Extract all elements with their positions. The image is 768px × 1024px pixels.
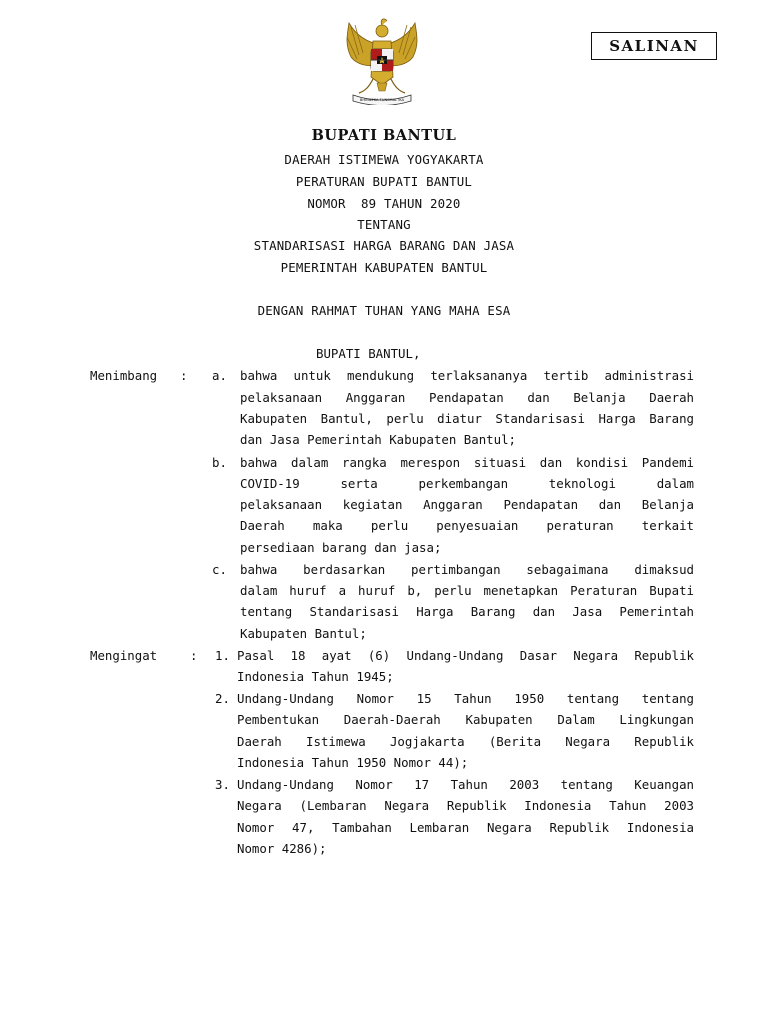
mengingat-label: Mengingat (90, 648, 158, 663)
mengingat-2-line: Daerah Istimewa Jogjakarta (Berita Negara Republik (237, 734, 694, 749)
mengingat-3-line: Nomor 47, Tambahan Lembaran Negara Republik Indonesia (237, 820, 694, 835)
menimbang-b-line: Daerah maka perlu penyesuaian peraturan terkait (240, 518, 694, 533)
authority-line: BUPATI BANTUL, (316, 346, 421, 361)
menimbang-b-line: bahwa dalam rangka merespon situasi dan kondisi Pandemi (240, 455, 694, 470)
mengingat-2-line: Pembentukan Daerah-Daerah Kabupaten Dalam Lingkungan (237, 712, 694, 727)
header-subject-line-2: PEMERINTAH KABUPATEN BANTUL (280, 260, 488, 275)
mengingat-colon: : (190, 648, 198, 663)
menimbang-a-line: Kabupaten Bantul, perlu diatur Standarisasi Harga Barang (240, 411, 694, 426)
document-title: BUPATI BANTUL (311, 127, 457, 144)
mengingat-2-line: Indonesia Tahun 1950 Nomor 44); (237, 755, 469, 770)
menimbang-c-line: dalam huruf a huruf b, perlu menetapkan Peraturan Bupati (240, 583, 694, 598)
menimbang-marker-b: b. (212, 455, 227, 470)
menimbang-c-line: Kabupaten Bantul; (240, 626, 367, 641)
menimbang-a-line: bahwa untuk mendukung terlaksananya tertib administrasi (240, 368, 694, 383)
header-about: TENTANG (357, 217, 411, 232)
menimbang-marker-c: c. (212, 562, 227, 577)
header-region: DAERAH ISTIMEWA YOGYAKARTA (284, 152, 484, 167)
preamble: DENGAN RAHMAT TUHAN YANG MAHA ESA (257, 303, 511, 318)
menimbang-b-line: persediaan barang dan jasa; (240, 540, 442, 555)
mengingat-marker-3: 3. (215, 777, 230, 792)
mengingat-3-line: Negara (Lembaran Negara Republik Indonesia Tahun 2003 (237, 798, 694, 813)
header-subject-line-1: STANDARISASI HARGA BARANG DAN JASA (253, 238, 515, 253)
mengingat-1-line: Pasal 18 ayat (6) Undang-Undang Dasar Negara Republik (237, 648, 694, 663)
menimbang-colon: : (180, 368, 188, 383)
mengingat-3-line: Nomor 4286); (237, 841, 327, 856)
mengingat-1-line: Indonesia Tahun 1945; (237, 669, 394, 684)
menimbang-a-line: dan Jasa Pemerintah Kabupaten Bantul; (240, 432, 517, 447)
menimbang-c-line: bahwa berdasarkan pertimbangan sebagaimana dimaksud (240, 562, 694, 577)
menimbang-b-line: COVID-19 serta perkembangan teknologi dalam (240, 476, 694, 491)
garuda-pancasila-emblem (329, 15, 435, 105)
mengingat-2-line: Undang-Undang Nomor 15 Tahun 1950 tentang tentang (237, 691, 694, 706)
header-regulation: PERATURAN BUPATI BANTUL (295, 174, 473, 189)
menimbang-a-line: pelaksanaan Anggaran Pendapatan dan Belanja Daerah (240, 390, 694, 405)
salinan-stamp: SALINAN (591, 32, 717, 60)
emblem-motto: BHINNEKA TUNGGAL IKA (359, 98, 405, 102)
header-number: NOMOR 89 TAHUN 2020 (307, 196, 461, 211)
menimbang-label: Menimbang (90, 368, 158, 383)
menimbang-b-line: pelaksanaan kegiatan Anggaran Pendapatan dan Belanja (240, 497, 694, 512)
mengingat-3-line: Undang-Undang Nomor 17 Tahun 2003 tentang Keuangan (237, 777, 694, 792)
mengingat-marker-2: 2. (215, 691, 230, 706)
menimbang-marker-a: a. (212, 368, 227, 383)
menimbang-c-line: tentang Standarisasi Harga Barang dan Jasa Pemerintah (240, 604, 694, 619)
mengingat-marker-1: 1. (215, 648, 230, 663)
